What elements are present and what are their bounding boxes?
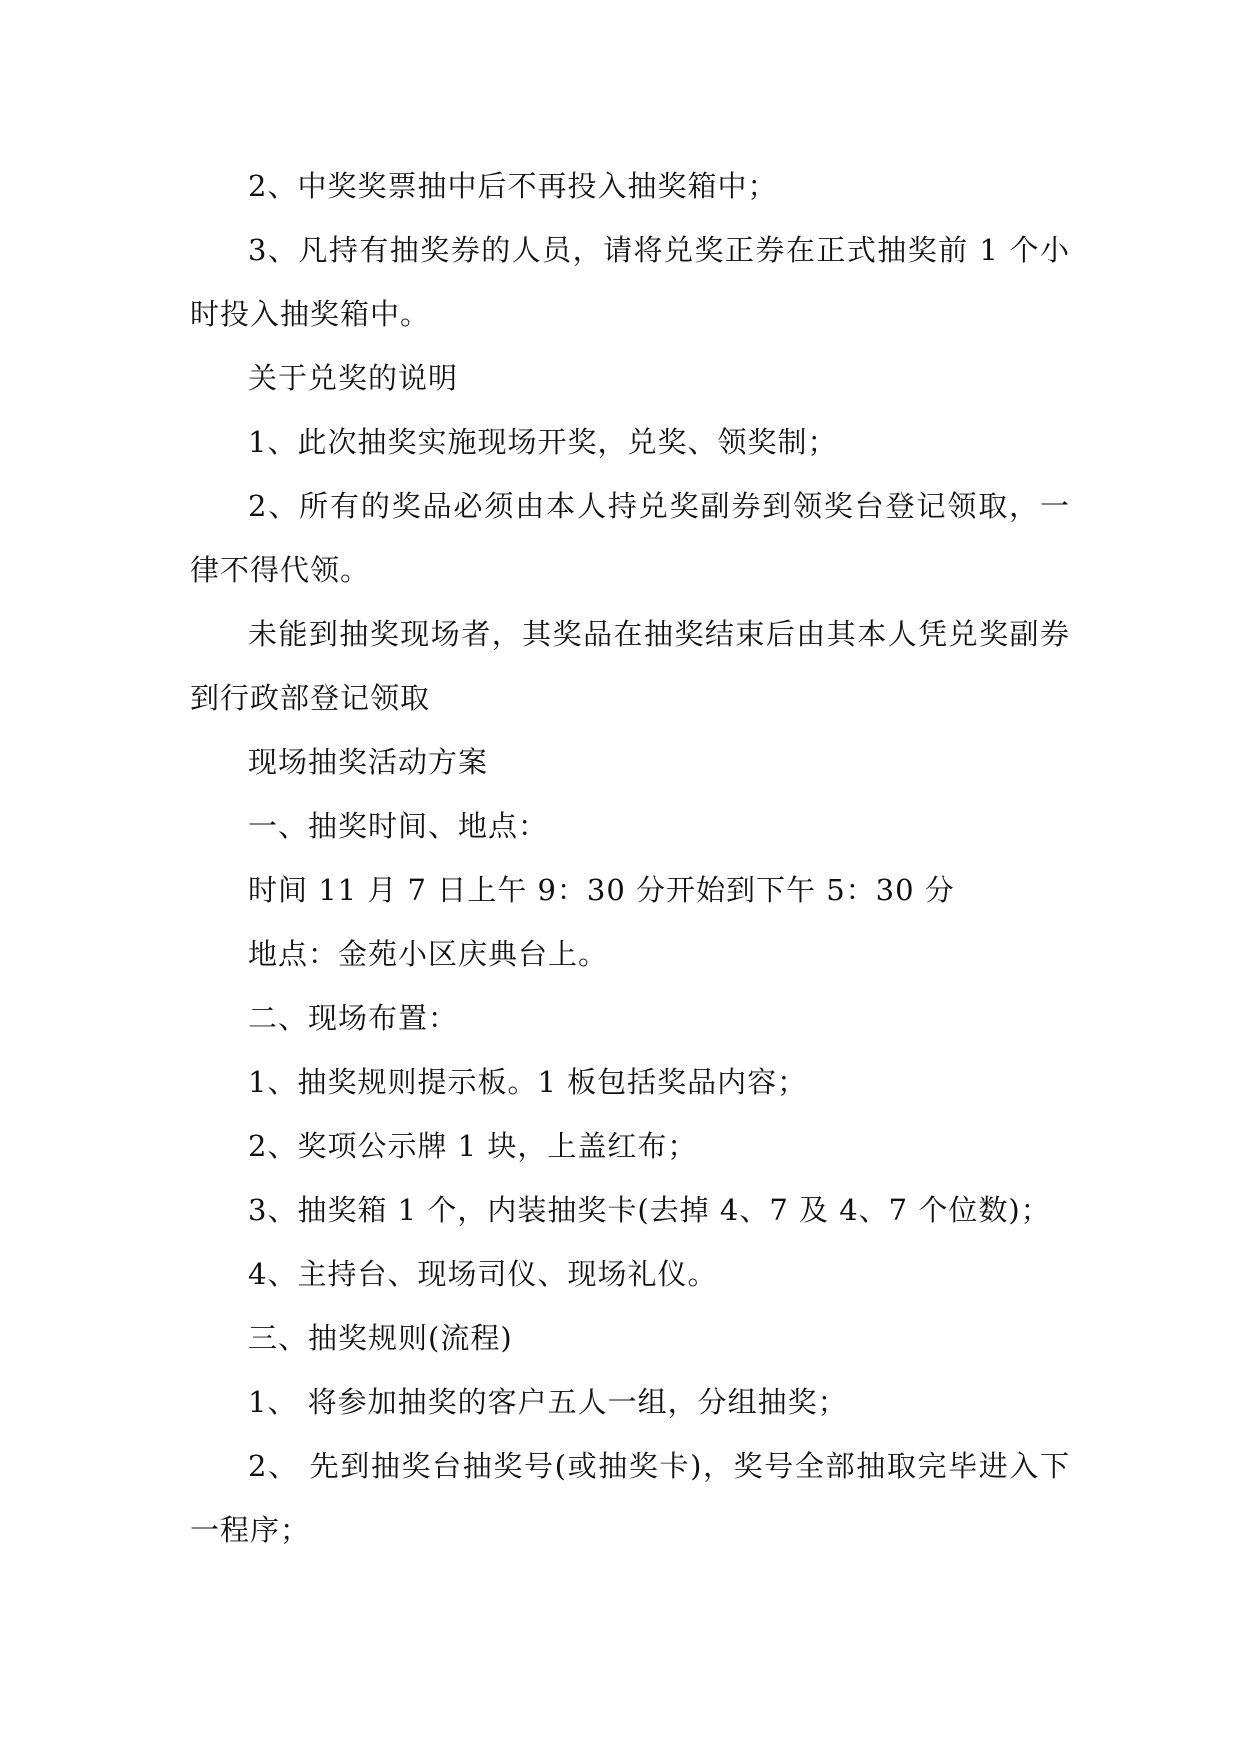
document-body: [190, 154, 1070, 1562]
paragraph-rules-2: 2、 先到抽奖台抽奖号(或抽奖卡)，奖号全部抽取完毕进入下一程序；: [190, 1449, 1070, 1547]
paragraph-redemption-2: 2、所有的奖品必须由本人持兑奖副券到领奖台登记领取，一律不得代领。: [190, 489, 1070, 587]
paragraph-rules-1: 1、 将参加抽奖的客户五人一组，分组抽奖；: [248, 1385, 848, 1419]
paragraph-rule-3: 3、凡持有抽奖券的人员，请将兑奖正券在正式抽奖前 1 个小时投入抽奖箱中。: [190, 233, 1070, 331]
paragraph-layout-4: 4、主持台、现场司仪、现场礼仪。: [248, 1257, 718, 1291]
subheading-time-place: 一、抽奖时间、地点：: [248, 809, 549, 843]
paragraph-place: 地点：金苑小区庆典台上。: [248, 937, 609, 971]
paragraph-time: 时间 11 月 7 日上午 9：30 分开始到下午 5：30 分: [248, 873, 955, 907]
subheading-rules: 三、抽奖规则(流程): [248, 1321, 513, 1355]
paragraph-layout-1: 1、抽奖规则提示板。1 板包括奖品内容；: [248, 1065, 808, 1099]
paragraph-rule-2: 2、中奖奖票抽中后不再投入抽奖箱中；: [248, 169, 778, 203]
paragraph-layout-2: 2、奖项公示牌 1 块，上盖红布；: [248, 1129, 698, 1163]
subheading-layout: 二、现场布置：: [248, 1001, 459, 1035]
section-heading-plan: 现场抽奖活动方案: [248, 745, 489, 779]
paragraph-absentee: 未能到抽奖现场者，其奖品在抽奖结束后由其本人凭兑奖副券到行政部登记领取: [190, 617, 1070, 715]
paragraph-redemption-1: 1、此次抽奖实施现场开奖，兑奖、领奖制；: [248, 425, 838, 459]
section-heading-redemption: 关于兑奖的说明: [248, 361, 459, 395]
paragraph-layout-3: 3、抽奖箱 1 个，内装抽奖卡(去掉 4、7 及 4、7 个位数)；: [248, 1193, 1051, 1227]
